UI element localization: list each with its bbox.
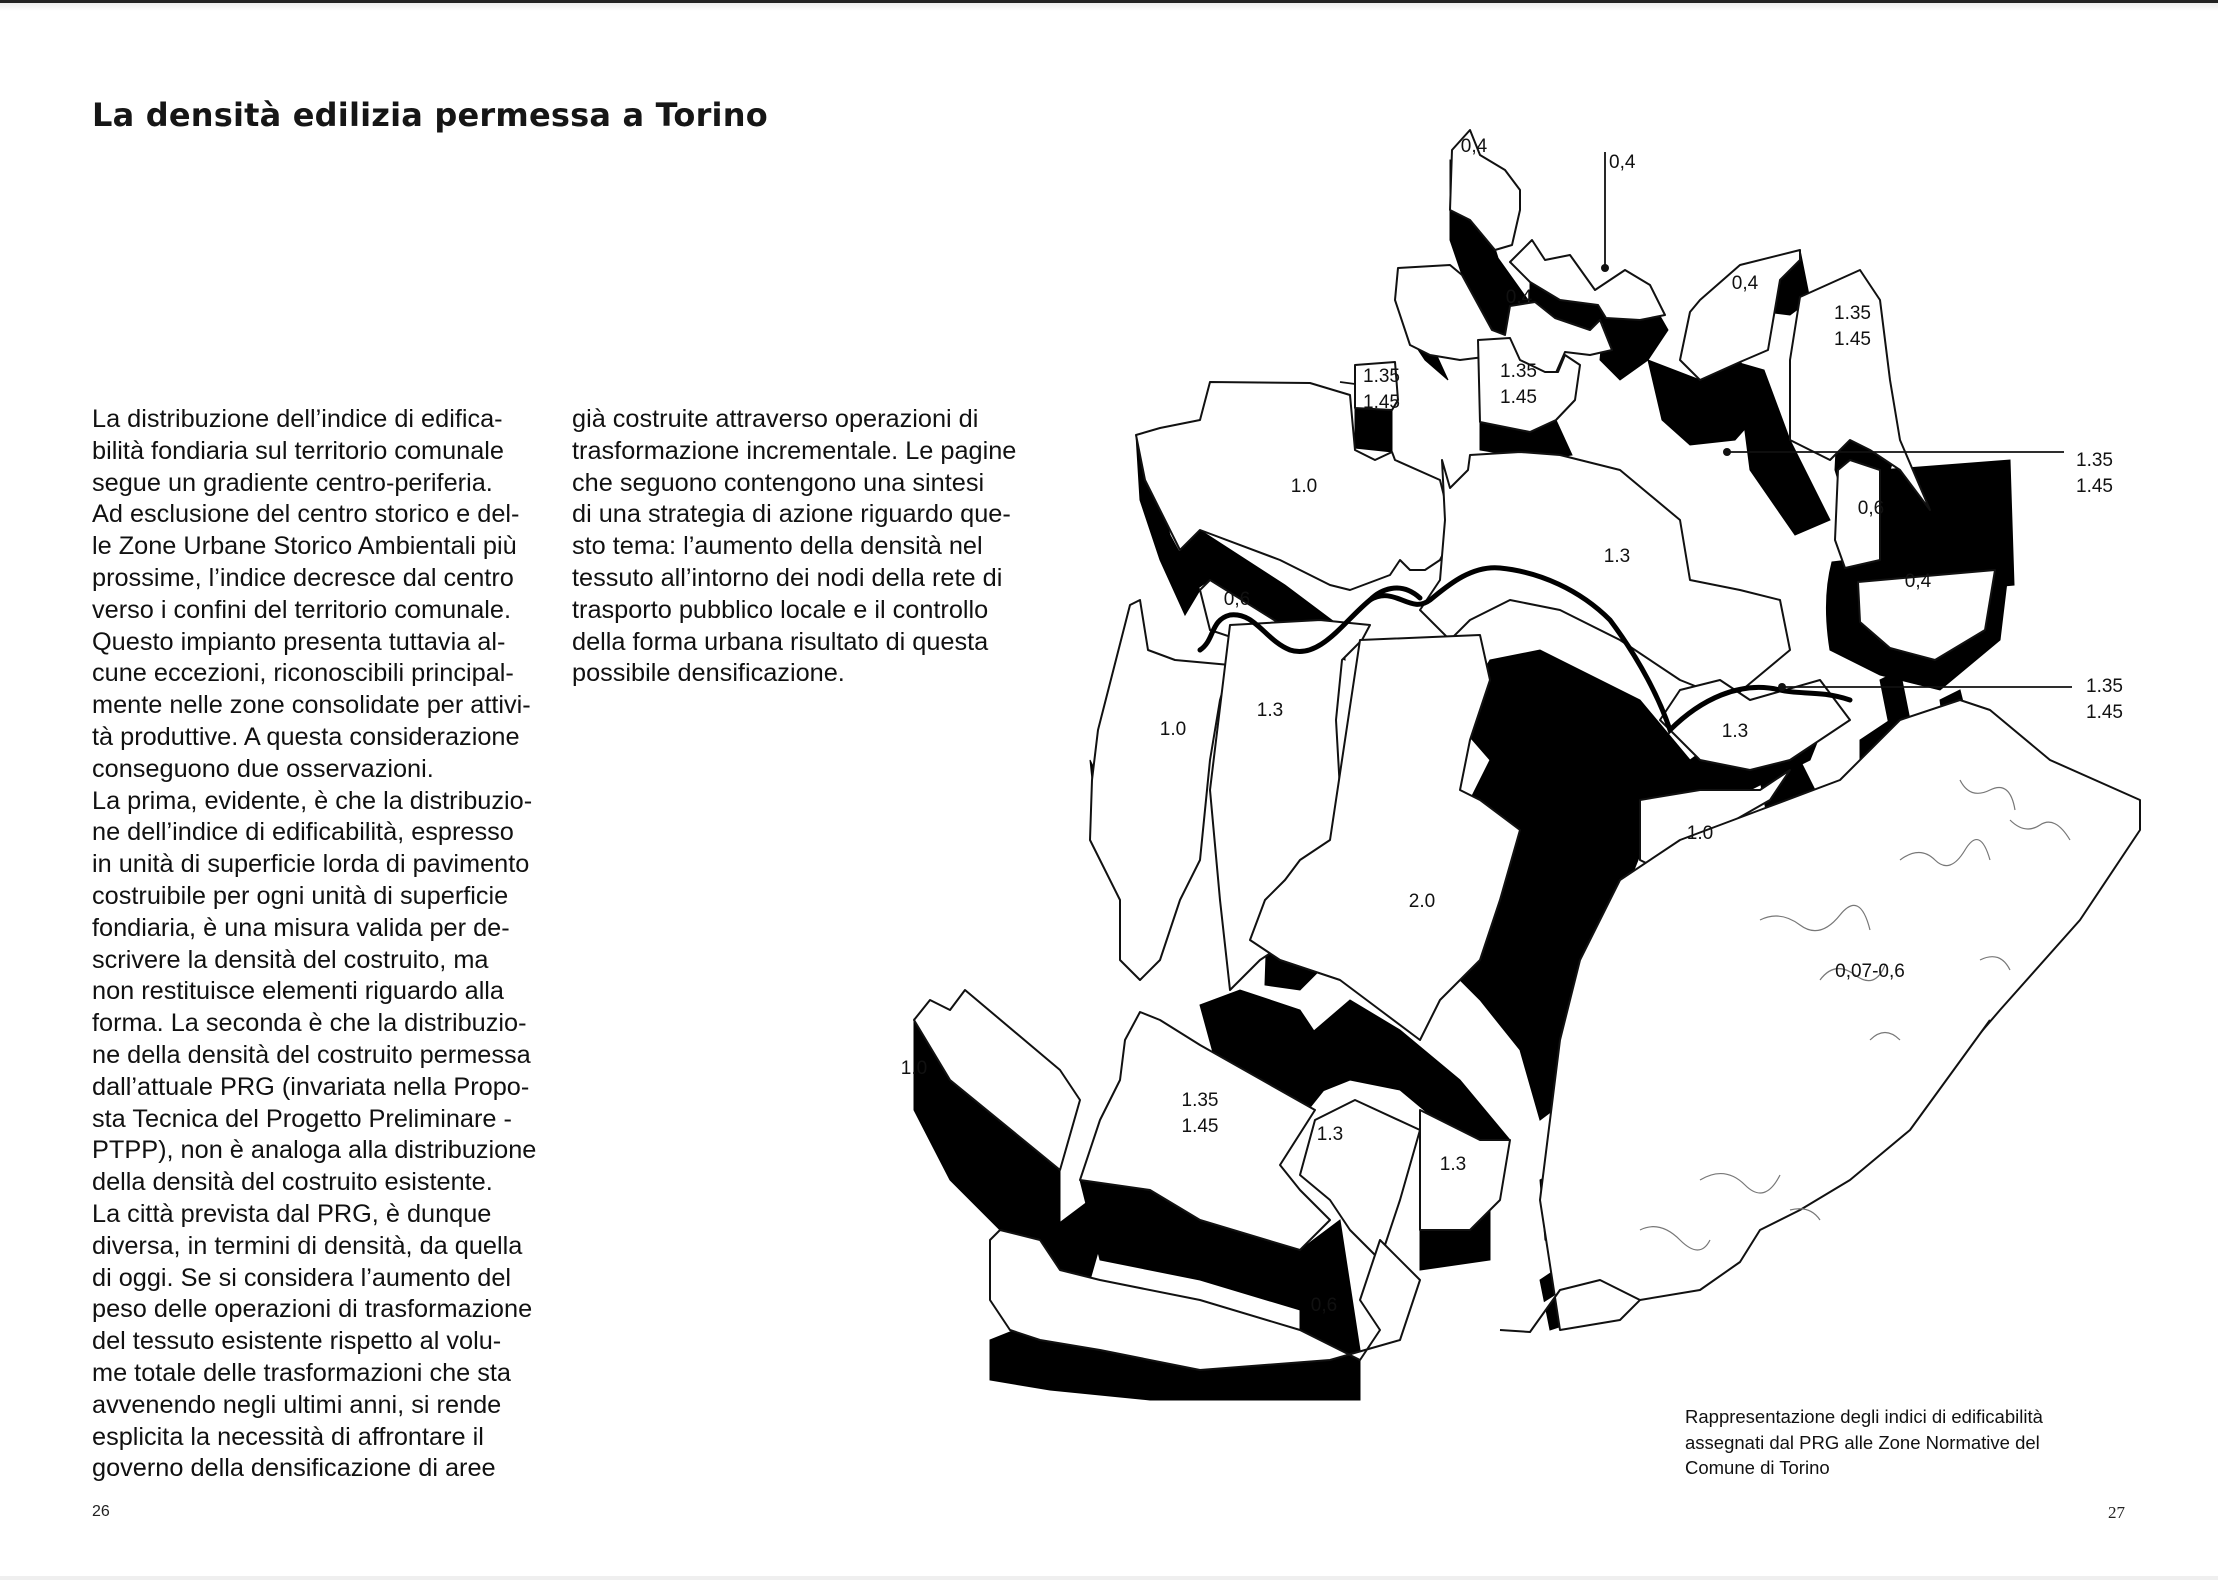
caption-line: Rappresentazione degli indici di edificabilità [1685,1406,2043,1427]
body-text-line: me totale delle trasformazioni che sta [92,1358,512,1387]
zone-label-center: 2.0 [1408,891,1436,912]
zone-label-west-river: 0,6 [1223,589,1251,610]
zone-label-north-east-high: 1.45 [1834,329,1871,350]
body-text-line: forma. La seconda è che la distribuzio- [92,1009,527,1038]
zone-label-east-callout-upper: 1.45 [2076,476,2113,497]
zone-label-east-callout-lower: 1.35 [2086,676,2123,697]
body-text-line: costruibile per ogni unità di superficie [92,881,509,910]
zone-label-north-callout: 0,4 [1609,152,1636,173]
zone-label-river-south: 1.0 [1686,823,1714,844]
body-text-line: segue un gradiente centro-periferia. [92,468,493,497]
body-text-line: mente nelle zone consolidate per attivi- [92,691,531,720]
zone-label-south-west-edge: 1.0 [900,1058,928,1079]
body-text-line: dall’attuale PRG (invariata nella Propo- [92,1072,530,1101]
leader-dot [1601,264,1609,272]
zone-label-north-central: 1.3 [1603,546,1631,567]
leader-dot [1723,448,1731,456]
zone-label-east-callout-lower: 1.45 [2086,702,2123,723]
body-text-line: conseguono due osservazioni. [92,754,434,783]
body-text-line: cune eccezioni, riconoscibili principal- [92,659,514,688]
body-text-line: verso i confini del territorio comunale. [92,595,511,624]
zone-label-north-peak: 0,4 [1460,136,1488,157]
page-title: La densità edilizia permessa a Torino [92,96,768,134]
body-text-line: prossime, l’indice decresce dal centro [92,563,514,592]
body-text-line: avvenendo negli ultimi anni, si rende [92,1390,502,1419]
body-text-line: fondiaria, è una misura valida per de- [92,913,510,942]
body-text-line: della densità del costruito esistente. [92,1168,493,1197]
zone-label-north-center: 0,4 [1505,287,1533,308]
body-text-line: scrivere la densità del costruito, ma [92,945,489,974]
zone-label-east-callout-upper: 1.35 [2076,450,2113,471]
body-text-line: trasporto pubblico locale e il controllo [572,595,989,624]
body-text-line: governo della densificazione di aree [92,1454,496,1483]
body-text-line: ne dell’indice di edificabilità, espresso [92,818,514,847]
body-text-line: possibile densificazione. [572,659,845,688]
zone-label-east-lower: 0,4 [1904,571,1932,592]
body-text-line: tessuto all’intorno dei nodi della rete di [572,563,1003,592]
body-text-line: non restituisce elementi riguardo alla [92,977,505,1006]
body-text-line: del tessuto esistente rispetto al volu- [92,1327,502,1356]
zone-label-north-west-box: 1.35 [1363,366,1400,387]
page-number-right: 27 [2108,1503,2125,1522]
body-text-line: esplicita la necessità di affrontare il [92,1422,484,1451]
zone-label-north-mid-box: 1.35 [1500,361,1537,382]
body-text-line: PTPP), non è analoga alla distribuzione [92,1136,537,1165]
caption-line: Comune di Torino [1685,1457,1830,1478]
body-text-line: peso delle operazioni di trasformazione [92,1295,533,1324]
body-text-line: che seguono contengono una sintesi [572,468,985,497]
body-text-line: le Zone Urbane Storico Ambientali più [92,532,517,561]
body-text-line: La prima, evidente, è che la distribuzio- [92,786,533,815]
zone-label-south-west-high: 1.35 [1181,1090,1219,1111]
figure-caption [1685,1404,2145,1481]
zone-label-river-east: 1.3 [1721,721,1749,742]
zone-label-north-east-high: 1.35 [1834,303,1871,324]
leader-north-west [1340,382,1355,384]
zone-label-south-central-east: 1.3 [1439,1154,1467,1175]
zone-label-south: 0,6 [1310,1295,1338,1316]
body-text-line: di oggi. Se si considera l’aumento del [92,1263,512,1292]
body-text-line: sta Tecnica del Progetto Preliminare - [92,1104,512,1133]
body-text-line: trasformazione incrementale. Le pagine [572,436,1017,465]
body-text-line: di una strategia di azione riguardo que- [572,500,1011,529]
body-text-line: in unità di superficie lorda di pavimento [92,850,530,879]
leader-dot [1778,683,1786,691]
zone-label-south-west-high: 1.45 [1181,1116,1219,1137]
body-text-line: bilità fondiaria sul territorio comunale [92,436,504,465]
body-text-line: tà produttive. A questa considerazione [92,722,520,751]
extrusion [1355,408,1392,452]
zone-label-north-mid-box: 1.45 [1500,387,1537,408]
body-text-line: già costruite attraverso operazioni di [572,405,979,433]
zone-label-east-upper: 0,6 [1857,498,1885,519]
bottom-border [0,1576,2218,1580]
zone-label-west: 1.0 [1159,719,1187,740]
zone-label-hill: 0,07-0,6 [1835,961,1905,982]
zone-label-south-central: 1.3 [1316,1124,1344,1145]
zone-label-west-central: 1.3 [1256,700,1284,721]
zone-label-north-east: 0,4 [1731,273,1759,294]
body-text-line: La distribuzione dell’indice di edifica- [92,405,503,433]
body-text-line: ne della densità del costruito permessa [92,1040,531,1069]
zone-label-north-west-box: 1.45 [1363,392,1400,413]
body-text-line: La città prevista dal PRG, è dunque [92,1199,492,1228]
body-text-line: Ad esclusione del centro storico e del- [92,500,520,529]
body-text-line: sto tema: l’aumento della densità nel [572,532,983,561]
zone-north-east [1680,250,1800,380]
body-text-line: Questo impianto presenta tuttavia al- [92,627,506,656]
caption-line: assegnati dal PRG alle Zone Normative del [1685,1431,2040,1453]
zone-label-north-west: 1.0 [1290,476,1318,497]
body-text-line: della forma urbana risultato di questa [572,627,989,656]
page-number-left: 26 [92,1503,110,1520]
body-text-line: diversa, in termini di densità, da quella [92,1231,523,1260]
